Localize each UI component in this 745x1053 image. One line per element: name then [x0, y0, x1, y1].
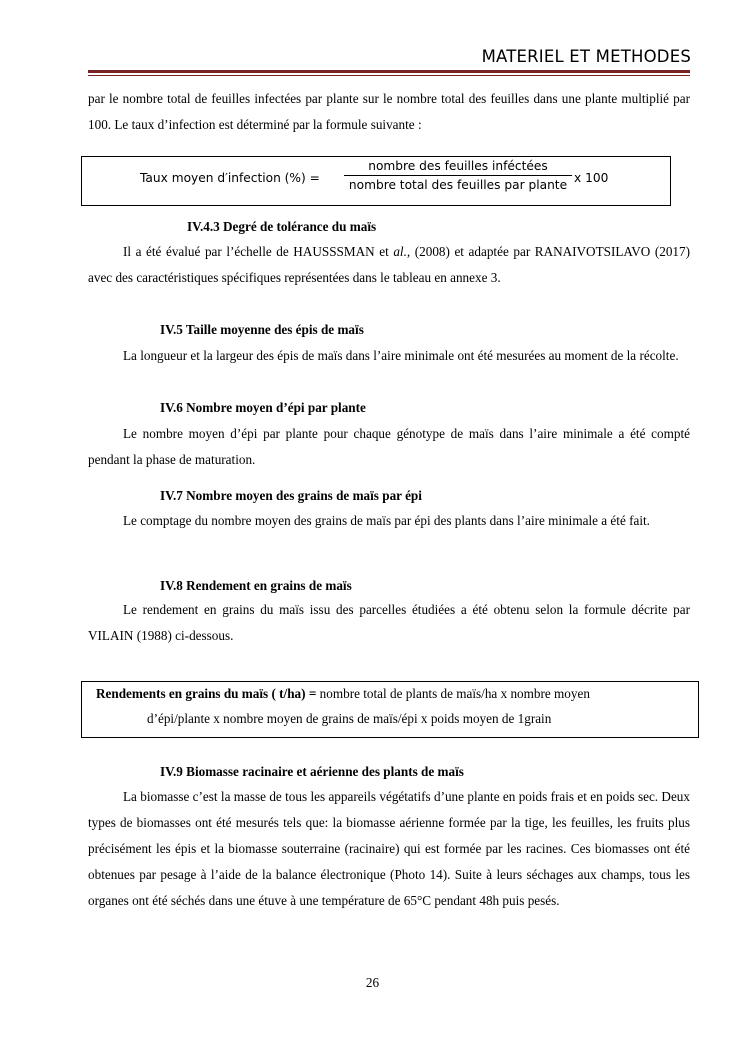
tolerance-paragraph	[88, 239, 690, 291]
formula-fraction	[344, 159, 572, 192]
tolerance-paragraph-block	[88, 239, 690, 291]
formula-label: Taux moyen d′infection (%) =	[140, 171, 320, 185]
page-header-title: MATERIEL ET METHODES	[481, 47, 691, 66]
grains-per-ear-paragraph: Le comptage du nombre moyen des grains de maïs par épi des plants dans l’aire minimale a été fait.	[123, 513, 650, 528]
section-heading-ears-per-plant: IV.6 Nombre moyen d’épi par plante	[160, 400, 366, 415]
tolerance-text-em: al.,	[393, 244, 411, 259]
section-heading-biomass: IV.9 Biomasse racinaire et aérienne des plants de maïs	[160, 764, 464, 779]
yield-paragraph: Le rendement en grains du maïs issu des parcelles étudiées a été obtenu selon la formule décrite par VILAIN (1988) ci-dessous.	[88, 602, 690, 643]
section-heading-grains-per-ear: IV.7 Nombre moyen des grains de maïs par épi	[160, 488, 422, 503]
ears-per-plant-paragraph: Le nombre moyen d’épi par plante pour chaque génotype de maïs dans l’aire minimale a été compté pendant la phase de maturation.	[88, 426, 690, 467]
yield-formula-box	[81, 681, 699, 738]
intro-paragraph-block	[88, 86, 690, 138]
grains-per-ear-paragraph-block	[88, 508, 690, 534]
yield-paragraph-block	[88, 597, 690, 649]
formula-numerator: nombre des feuilles inféctées	[368, 159, 548, 173]
ear-size-paragraph: La longueur et la largeur des épis de maïs dans l’aire minimale ont été mesurées au moment de la récolte.	[123, 348, 679, 363]
yield-formula-label: Rendements en grains du maïs ( t/ha) =	[96, 686, 317, 701]
ears-per-plant-paragraph-block	[88, 421, 690, 473]
section-heading-yield: IV.8 Rendement en grains de maïs	[160, 578, 352, 593]
intro-paragraph: par le nombre total de feuilles infectées par plante sur le nombre total des feuilles dans une plante multiplié par 100. Le taux d’infection est déterminé par la formule suivante :	[88, 91, 690, 132]
biomass-paragraph: La biomasse c’est la masse de tous les appareils végétatifs d’une plante en poids frais et en poids sec. Deux types de biomasses ont été mesurés tels que: la biomasse aérienne formée par la tige, les feuilles, les fruits plus précisément les épis et la biomasse souterraine (racinaire) qui est formée par les racines. Ces biomasses ont été obtenues par pesage à l’aide de la balance électronique (Photo 14). Suite à leurs séchages aux champs, tous les organes ont été séchés dans une étuve à une température de 65°C pendant 48h puis pesés.	[88, 789, 690, 908]
yield-formula-rest: nombre total de plants de maïs/ha x nombre moyen	[316, 686, 590, 701]
yield-formula-line-2: d’épi/plante x nombre moyen de grains de maïs/épi x poids moyen de 1grain	[147, 711, 552, 726]
formula-multiplier: x 100	[574, 171, 609, 185]
section-heading-tolerance: IV.4.3 Degré de tolérance du maïs	[187, 219, 377, 234]
section-heading-ear-size: IV.5 Taille moyenne des épis de maïs	[160, 322, 364, 337]
header-rule-thick	[88, 70, 690, 73]
infection-rate-formula-box	[81, 156, 671, 206]
page-number: 26	[365, 975, 380, 990]
biomass-paragraph-block	[88, 784, 690, 914]
yield-formula-line-1	[96, 681, 590, 707]
tolerance-text-a: Il a été évalué par l’échelle de HAUSSSMAN et	[123, 244, 394, 259]
ear-size-paragraph-block	[88, 343, 690, 369]
formula-denominator: nombre total des feuilles par plante	[348, 178, 568, 192]
header-rule-thin	[88, 75, 690, 76]
tolerance-text-b: (2008) et adaptée par RANAIVOTSILAVO (2017) avec des caractéristiques spécifiques représentées dans le tableau en annexe 3.	[88, 244, 691, 285]
